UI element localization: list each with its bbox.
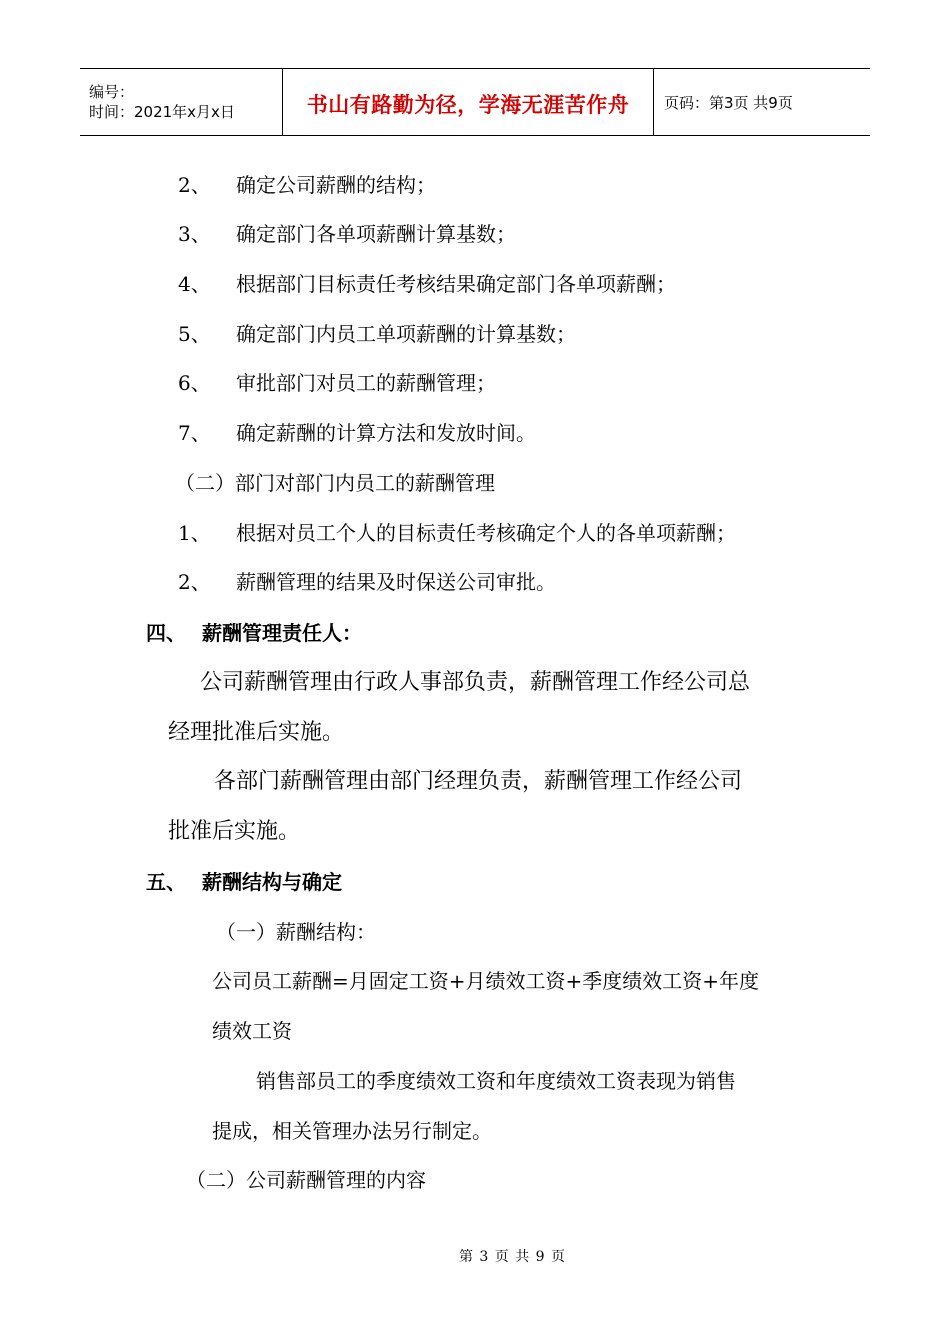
list-item-text: 确定部门各单项薪酬计算基数；	[236, 222, 516, 246]
list-item-number: 3、	[178, 222, 211, 246]
section-number: 四、	[146, 621, 186, 645]
header-motto-cell	[282, 69, 654, 135]
list-item	[178, 222, 516, 246]
subsection-heading: （二）部门对部门内员工的薪酬管理	[175, 471, 495, 495]
header-page-cell	[654, 69, 870, 135]
paragraph-line: 销售部员工的季度绩效工资和年度绩效工资表现为销售	[256, 1069, 736, 1093]
list-item	[178, 570, 556, 594]
page-label: 页码：第3页 共9页	[664, 93, 793, 112]
paragraph-line: 提成，相关管理办法另行制定。	[212, 1119, 492, 1143]
list-item-number: 2、	[178, 570, 211, 594]
list-item-text: 确定薪酬的计算方法和发放时间。	[236, 421, 536, 445]
section-number: 五、	[146, 870, 186, 894]
list-item-text: 薪酬管理的结果及时保送公司审批。	[236, 570, 556, 594]
section-heading	[146, 870, 342, 894]
list-item	[178, 521, 736, 545]
list-item-number: 6、	[178, 371, 211, 395]
header-motto: 书山有路勤为径，学海无涯苦作舟	[306, 93, 630, 117]
list-item-number: 5、	[178, 322, 211, 346]
list-item-text: 审批部门对员工的薪酬管理；	[236, 371, 496, 395]
list-item	[178, 322, 576, 346]
list-item-number: 4、	[178, 272, 211, 296]
paragraph-line: 公司员工薪酬=月固定工资+月绩效工资+季度绩效工资+年度	[212, 969, 760, 993]
list-item	[178, 371, 496, 395]
list-item-number: 7、	[178, 421, 211, 445]
list-item	[178, 421, 536, 445]
header-meta	[80, 69, 282, 135]
serial-label: 编号：	[89, 83, 135, 101]
list-item-text: 根据对员工个人的目标责任考核确定个人的各单项薪酬；	[236, 521, 736, 545]
time-label: 时间：2021年x月x日	[89, 103, 235, 121]
paragraph-line: 各部门薪酬管理由部门经理负责，薪酬管理工作经公司	[214, 769, 743, 794]
list-item	[178, 272, 676, 296]
page-footer: 第 3 页 共 9 页	[458, 1249, 567, 1265]
paragraph-line: 批准后实施。	[168, 819, 301, 844]
list-item-text: 根据部门目标责任考核结果确定部门各单项薪酬；	[236, 272, 676, 296]
subsection-heading: （二）公司薪酬管理的内容	[186, 1168, 426, 1192]
section-heading	[146, 621, 362, 645]
paragraph-line: 经理批准后实施。	[168, 720, 345, 745]
list-item-text: 确定公司薪酬的结构；	[236, 173, 436, 197]
page-header	[80, 68, 870, 136]
section-title: 薪酬结构与确定	[202, 870, 342, 894]
list-item	[178, 173, 436, 197]
list-item-number: 2、	[178, 173, 211, 197]
list-item-text: 确定部门内员工单项薪酬的计算基数；	[236, 322, 576, 346]
paragraph-line: 公司薪酬管理由行政人事部负责，薪酬管理工作经公司总	[200, 670, 751, 695]
subsection-heading: （一）薪酬结构：	[216, 920, 376, 944]
paragraph-line: 绩效工资	[212, 1019, 292, 1043]
list-item-number: 1、	[178, 521, 211, 545]
section-title: 薪酬管理责任人：	[202, 621, 362, 645]
